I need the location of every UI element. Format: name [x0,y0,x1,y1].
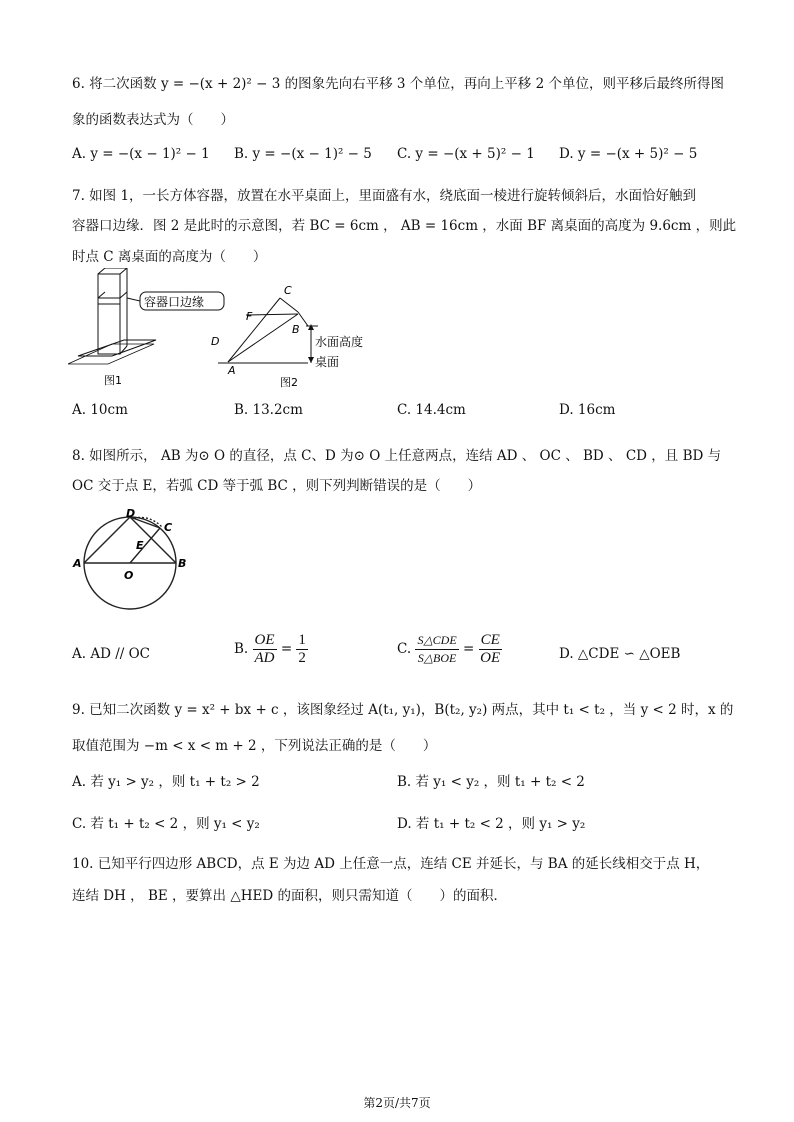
q7-desk-label: 桌面 [315,355,340,369]
q9-option-b: B. 若 y₁ < y₂ ，则 t₁ + t₂ < 2 [397,774,585,790]
q9-option-c: C. 若 t₁ + t₂ < 2 ，则 y₁ < y₂ [72,816,260,832]
q8-label-c: C [164,521,173,534]
q10-stem-line2: 连结 DH ， BE ，要算出 △HED 的面积，则只需知道（ ）的面积． [72,888,507,904]
q6-option-b: B. y = −(x − 1)² − 5 [234,146,372,162]
q7-option-c: C. 14.4cm [397,402,466,418]
q7-water-height-label: 水面高度 [315,335,364,349]
q8-label-a: A [73,557,82,570]
q6-option-d: D. y = −(x + 5)² − 5 [559,146,698,162]
q10-stem-line1: 10. 已知平行四边形 ABCD，点 E 为边 AD 上任意一点，连结 CE 并延长，与 BA 的延长线相交于点 H， [72,856,710,872]
q7-figure1 [68,268,224,364]
q8-stem-line2: OC 交于点 E，若弧 CD 等于弧 BC ，则下列判断错误的是（ ） [72,478,482,494]
q7-label-b: B [292,323,300,336]
q6-stem-line2: 象的函数表达式为（ ） [72,112,234,128]
q8-label-o: O [124,569,134,582]
q8-stem-line1: 8. 如图所示， AB 为⊙ O 的直径，点 C、D 为⊙ O 上任意两点，连结 AD 、 OC 、 BD 、 CD ，且 BD 与 [72,448,722,464]
q7-figures [68,268,378,393]
q9-stem-line2: 取值范围为 −m < x < m + 2 ，下列说法正确的是（ ） [72,738,437,754]
q7-label-f: F [246,310,253,323]
q8-c-left-fraction: $\frac{\text{S△CDE}}{\text{S△BOE}}$ [417,633,457,665]
q9-option-d: D. 若 t₁ + t₂ < 2 ，则 y₁ > y₂ [397,816,586,832]
q6-option-c: C. y = −(x + 5)² − 1 [397,146,535,162]
q9-option-a: A. 若 y₁ > y₂ ，则 t₁ + t₂ > 2 [72,774,260,790]
page-footer: 第2页/共7页 [363,1096,431,1110]
q9-stem-line1: 9. 已知二次函数 y = x² + bx + c ，该图象经过 A(t₁, y₁)，B(t₂, y₂) 两点，其中 t₁ < t₂ ，当 y < 2 时，x 的 [72,702,734,718]
q7-option-a: A. 10cm [72,402,128,418]
q7-figure2 [218,298,318,363]
q7-option-b: B. 13.2cm [234,402,303,418]
q8-option-c: C. $\frac{\text{S△CDE}}{\text{S△BOE}}$ = $\frac{CE}{OE}$ [397,632,501,666]
q6-option-a: A. y = −(x − 1)² − 1 [72,146,210,162]
q8-option-d: D. △CDE ∽ △OEB [559,646,681,662]
q8-option-b: B. $\frac{OE}{AD}$ = $\frac{1}{2}$ [234,632,306,666]
q7-label-a: A [228,364,236,377]
q7-fig2-caption: 图2 [280,376,298,389]
q8-label-b: B [178,557,187,570]
q8-b-left-fraction: $\frac{OE}{AD}$ [254,632,275,666]
q7-fig1-caption: 图1 [104,374,122,387]
q7-callout-label: 容器口边缘 [144,295,205,309]
q8-label-d: D [126,507,136,520]
q6-stem-line1: 6. 将二次函数 y = −(x + 2)² − 3 的图象先向右平移 3 个单位，再向上平移 2 个单位，则平移后最终所得图 [72,76,724,92]
q7-stem-line2: 容器口边缘．图 2 是此时的示意图，若 BC = 6cm ， AB = 16cm ，水面 BF 离桌面的高度为 9.6cm ，则此 [72,218,737,234]
q8-c-right-fraction: $\frac{CE}{OE}$ [480,632,501,666]
q8-label-e: E [136,539,144,552]
q8-circle-figure [70,505,200,615]
q8-option-a: A. AD // OC [72,646,150,662]
q7-stem-line1: 7. 如图 1，一长方体容器，放置在水平桌面上，里面盛有水，绕底面一棱进行旋转倾斜后，水面恰好触到 [72,188,697,204]
q7-label-c: C [284,284,292,297]
q8-b-right-fraction: $\frac{1}{2}$ [298,632,306,666]
q7-stem-line3: 时点 C 离桌面的高度为（ ） [72,249,267,265]
q7-option-d: D. 16cm [559,402,616,418]
q7-label-d: D [211,335,220,348]
